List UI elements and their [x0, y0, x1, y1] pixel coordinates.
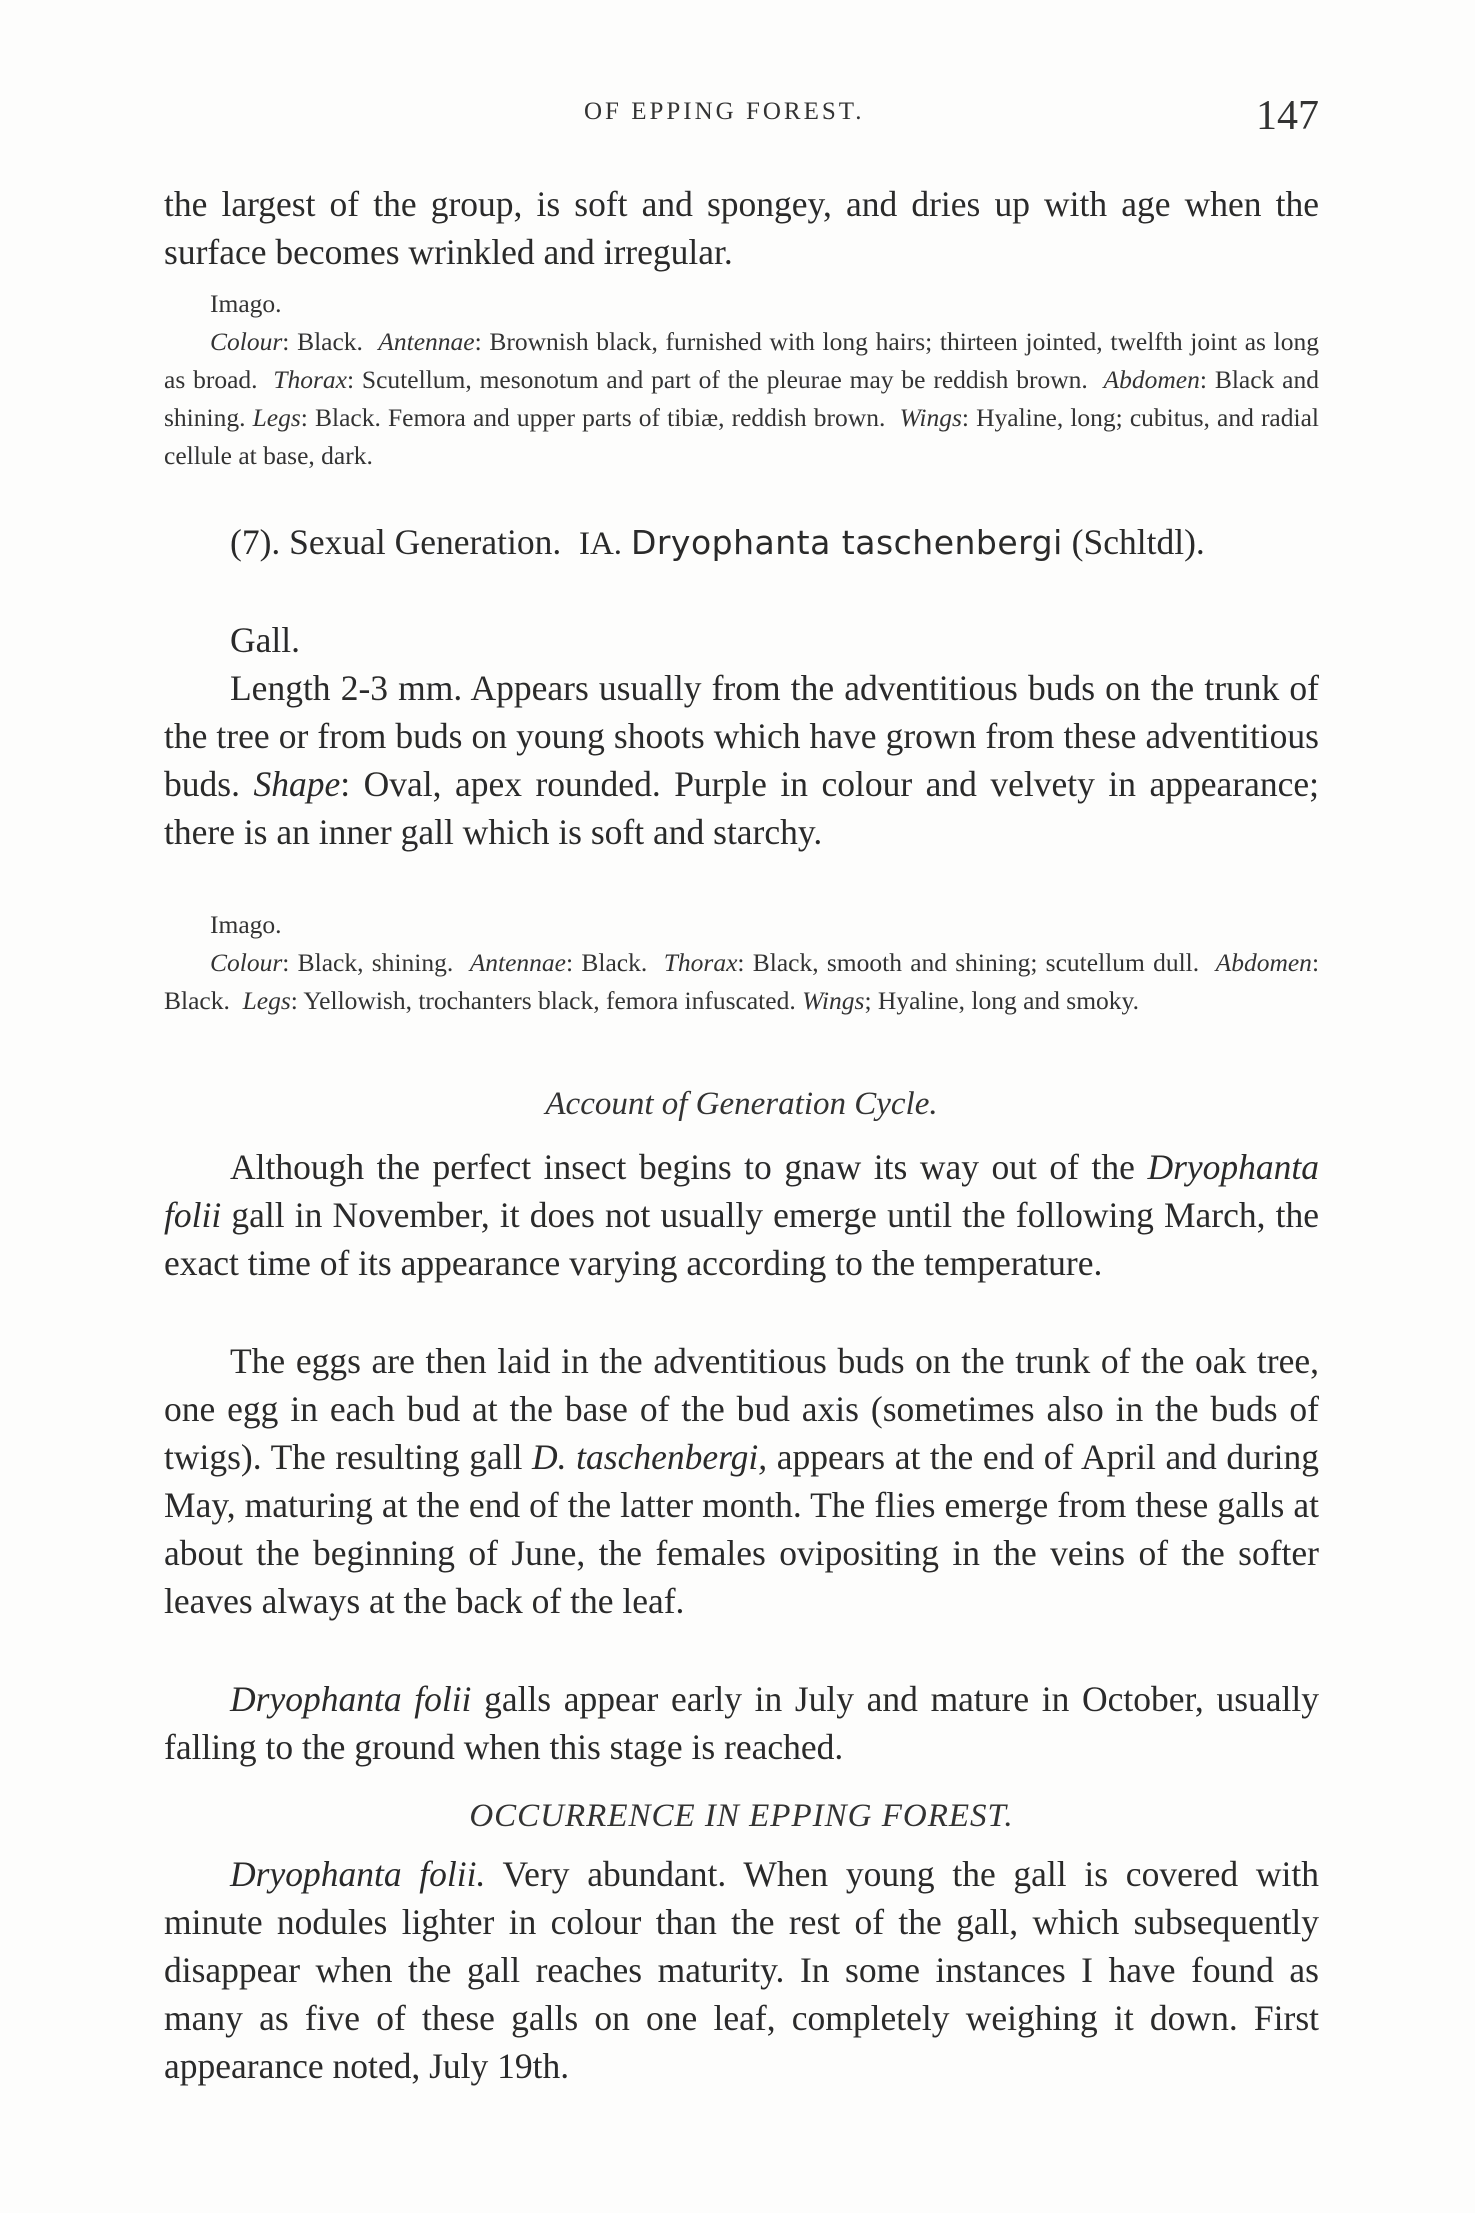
- gall-label: [164, 616, 1319, 664]
- gall-heading: Gall.: [230, 620, 300, 660]
- gall-shape-label: Shape: [253, 764, 341, 804]
- account-p2-text-b: appears at the end of April and during May, maturing at the end of the latter month. The flies emerge from these galls at about the beginning of June, the females ovipositing in the veins of the softer leaves always at the back of the leaf.: [164, 1437, 1320, 1621]
- account-p3-text-b: galls appear early in July and mature in October, usually falling to the ground when this stage is reached.: [164, 1679, 1320, 1767]
- page-number: 147: [1256, 93, 1319, 139]
- imago-2-wings-value: Hyaline, long and smoky.: [877, 986, 1140, 1015]
- imago-1-abdomen-label: Abdomen: [1103, 365, 1200, 394]
- account-p3-species: Dryophanta folii: [230, 1679, 472, 1719]
- imago-2-thorax-label: Thorax: [663, 948, 738, 977]
- account-p1-text-a: Although the perfect insect begins to gnaw its way out of the: [230, 1147, 1135, 1187]
- imago-2-label: [164, 906, 1319, 944]
- imago-1-thorax-label: Thorax: [273, 365, 347, 394]
- occurrence-paragraph: [164, 1850, 1319, 2090]
- imago-2-abdomen-label: Abdomen: [1215, 948, 1312, 977]
- imago-2-legs-value: Yellowish, trochanters black, femora infuscated.: [303, 986, 796, 1015]
- imago-1-wings-label: Wings: [899, 403, 962, 432]
- account-p2-text-a: The eggs are then laid in the adventitious buds on the trunk of the oak tree, one egg in each bud at the base of the bud axis (sometimes also in the buds of twigs). The resulting gall: [164, 1341, 1319, 1477]
- imago-1-colour-label: Colour: [210, 327, 283, 356]
- account-paragraph-1: [164, 1143, 1319, 1287]
- section-7-code: IA.: [578, 526, 623, 562]
- imago-1-label: [164, 285, 1319, 323]
- account-paragraph-2: [164, 1337, 1319, 1625]
- imago-2-colour-value: Black, shining.: [297, 948, 454, 977]
- imago-2-antennae-label: Antennae: [469, 948, 567, 977]
- imago-1-heading: Imago.: [210, 289, 282, 318]
- imago-1-description: Colour: Black. Antennae: Brownish black, furnished with long hairs; thirteen jointed, twelfth joint as long as broad. Thorax: Scutellum, mesonotum and part of the pleurae may be reddish brown. Abdomen: Black and shining. Legs: Black. Femora and upper parts of tibiæ, reddish brown. Wings: Hyaline, long; cubitus, and radial cellule at base, dark.: [164, 327, 1319, 470]
- section-7-species: Dryophanta taschenbergi: [630, 523, 1063, 562]
- imago-2-abdomen-value: Black.: [164, 986, 230, 1015]
- imago-1-thorax-value: Scutellum, mesonotum and part of the pleurae may be reddish brown.: [361, 365, 1088, 394]
- imago-2-antennae-value: Black.: [581, 948, 648, 977]
- imago-2-wings-label: Wings: [802, 986, 865, 1015]
- account-p1-text-b: gall in November, it does not usually emerge until the following March, the exact time of its appearance varying according to the temperature.: [164, 1195, 1320, 1283]
- imago-2-legs-label: Legs: [242, 986, 291, 1015]
- imago-1-antennae-value: Brownish black, furnished with long hairs; thirteen jointed, twelfth joint as long as broad.: [164, 327, 1319, 394]
- imago-1-colour-value: Black.: [297, 327, 363, 356]
- gall-description: Length 2-3 mm. Appears usually from the adventitious buds on the trunk of the tree or from buds on young shoots which have grown from these adventitious buds. Shape: Oval, apex rounded. Purple in colour and velvety in appearance; there is an inner gall which is soft and starchy.: [164, 668, 1320, 852]
- account-heading: Account of Generation Cycle.: [545, 1086, 938, 1122]
- gall-text-2: Oval, apex rounded. Purple in colour and velvety in appearance; there is an inner gall which is soft and starchy.: [164, 764, 1320, 852]
- occurrence-species: Dryophanta folii.: [230, 1854, 486, 1894]
- page-header: [164, 92, 1319, 142]
- imago-1-antennae-label: Antennae: [378, 327, 475, 356]
- occurrence-heading: OCCURRENCE IN EPPING FOREST.: [469, 1798, 1014, 1834]
- imago-1-wings-value: Hyaline, long; cubitus, and radial cellule at base, dark.: [164, 403, 1319, 470]
- imago-1-legs-label: Legs: [252, 403, 301, 432]
- section-7-number: (7).: [230, 522, 281, 562]
- imago-1-abdomen-value: Black and shining.: [164, 365, 1319, 432]
- imago-2-description: Colour: Black, shining. Antennae: Black. Thorax: Black, smooth and shining; scutellum dull. Abdomen: Black. Legs: Yellowish, trochanters black, femora infuscated. Wings; Hyaline, long and smoky.: [164, 948, 1320, 1015]
- imago-2-heading: Imago.: [210, 910, 282, 939]
- imago-2-colour-label: Colour: [210, 948, 283, 977]
- account-paragraph-3: [164, 1675, 1319, 1771]
- section-7-heading: [164, 518, 1319, 568]
- section-7-author: (Schltdl).: [1071, 522, 1205, 562]
- imago-1-legs-value: Black. Femora and upper parts of tibiæ, reddish brown.: [314, 403, 886, 432]
- intro-paragraph: [164, 180, 1319, 276]
- section-7-generation: Sexual Generation.: [289, 522, 562, 562]
- running-head: OF EPPING FOREST.: [584, 98, 865, 125]
- imago-2-thorax-value: Black, smooth and shining; scutellum dull.: [752, 948, 1200, 977]
- account-p1-species: Dryophanta folii: [164, 1147, 1320, 1235]
- gall-text-1: Length 2-3 mm. Appears usually from the adventitious buds on the trunk of the tree or from buds on young shoots which have grown from these adventitious buds.: [164, 668, 1319, 804]
- account-p2-species: D. taschenbergi,: [532, 1437, 768, 1477]
- intro-text: the largest of the group, is soft and spongey, and dries up with age when the surface becomes wrinkled and irregular.: [164, 184, 1319, 272]
- occurrence-text: Very abundant. When young the gall is covered with minute nodules lighter in colour than the rest of the gall, which subsequently disappear when the gall reaches maturity. In some instances I have found as many as five of these galls on one leaf, completely weighing it down. First appearance noted, July 19th.: [164, 1854, 1319, 2086]
